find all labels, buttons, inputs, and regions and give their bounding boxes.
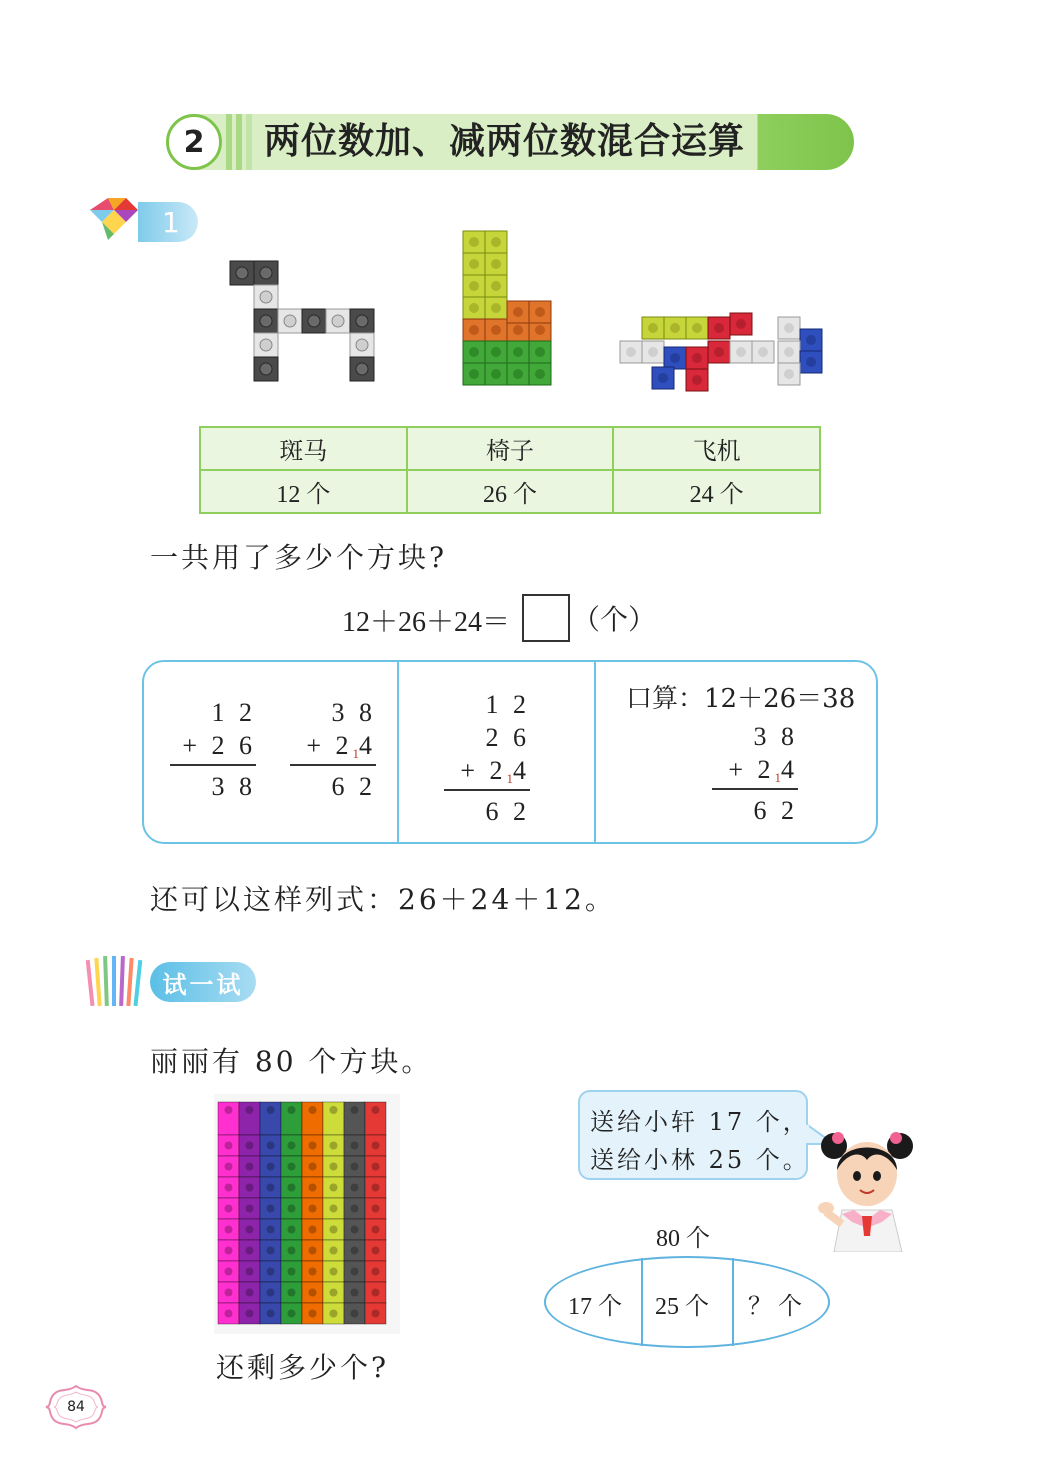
block-stud bbox=[309, 1184, 317, 1192]
block-stud bbox=[225, 1163, 233, 1171]
table-cell-chair-count: 26 个 bbox=[407, 470, 614, 513]
block-stud bbox=[351, 1184, 359, 1192]
airplane-blocks-image bbox=[612, 305, 827, 405]
addend bbox=[290, 729, 376, 762]
sum: 6 2 bbox=[485, 797, 530, 826]
block-stud bbox=[225, 1184, 233, 1192]
block-stud bbox=[267, 1247, 275, 1255]
sum-line bbox=[444, 789, 530, 791]
divider bbox=[594, 662, 596, 842]
ellipse-divider bbox=[732, 1258, 734, 1346]
block-stud bbox=[267, 1106, 275, 1114]
block-stud bbox=[351, 1310, 359, 1318]
block-count-table bbox=[199, 426, 821, 514]
lesson-title: 两位数加、减两位数混合运算 bbox=[264, 121, 746, 162]
block-stud bbox=[246, 1226, 254, 1234]
banner-stripe bbox=[226, 114, 232, 170]
vertical-addition-38-24 bbox=[290, 696, 376, 803]
block-stud bbox=[246, 1106, 254, 1114]
block-stud bbox=[330, 1163, 338, 1171]
block-stud bbox=[309, 1268, 317, 1276]
girl-character-image bbox=[812, 1124, 922, 1252]
block-stud bbox=[288, 1142, 296, 1150]
block-stud bbox=[372, 1289, 380, 1297]
bubble-line-1: 送给小轩 17 个， bbox=[590, 1108, 810, 1136]
block-stud bbox=[330, 1289, 338, 1297]
block-stud bbox=[288, 1310, 296, 1318]
block-stud bbox=[288, 1184, 296, 1192]
block-stud bbox=[330, 1142, 338, 1150]
block-stud bbox=[372, 1163, 380, 1171]
sum-line bbox=[170, 764, 256, 766]
block-stud bbox=[372, 1226, 380, 1234]
sum: 6 2 bbox=[331, 772, 376, 801]
block-stud bbox=[351, 1268, 359, 1276]
block-stud bbox=[330, 1184, 338, 1192]
block-stud bbox=[267, 1205, 275, 1213]
addend: + 2 6 bbox=[182, 731, 256, 760]
block-stud bbox=[309, 1142, 317, 1150]
sum: 3 8 bbox=[211, 772, 256, 801]
diagram-part-1: 17 个 bbox=[568, 1294, 622, 1320]
block-stud bbox=[372, 1247, 380, 1255]
block-stud bbox=[225, 1205, 233, 1213]
block-stud bbox=[309, 1247, 317, 1255]
sum-line bbox=[290, 764, 376, 766]
table-row bbox=[200, 470, 820, 513]
block-stud bbox=[351, 1226, 359, 1234]
block-stud bbox=[351, 1142, 359, 1150]
carry-digit: 1 bbox=[506, 771, 513, 786]
block-stud bbox=[225, 1247, 233, 1255]
block-stud bbox=[309, 1205, 317, 1213]
block-stud bbox=[309, 1163, 317, 1171]
diagram-part-unknown: ？ 个 bbox=[748, 1294, 802, 1320]
equation-unit: （个） bbox=[572, 603, 657, 636]
sum: 6 2 bbox=[753, 796, 798, 825]
block-stud bbox=[267, 1163, 275, 1171]
pencils-icon bbox=[86, 952, 146, 1008]
block-stud bbox=[288, 1226, 296, 1234]
block-stud bbox=[288, 1205, 296, 1213]
divider bbox=[397, 662, 399, 842]
block-stud bbox=[267, 1184, 275, 1192]
addend: 2 6 bbox=[485, 723, 530, 752]
block-stud bbox=[225, 1226, 233, 1234]
block-stud bbox=[288, 1268, 296, 1276]
carry-digit: 1 bbox=[774, 770, 781, 785]
block-stud bbox=[288, 1163, 296, 1171]
answer-box[interactable] bbox=[522, 594, 570, 642]
block-stud bbox=[288, 1247, 296, 1255]
banner-stripe bbox=[246, 114, 252, 170]
block-stud bbox=[246, 1142, 254, 1150]
try-problem-text: 丽丽有 80 个方块。 bbox=[150, 1045, 433, 1078]
block-stud bbox=[351, 1163, 359, 1171]
equation-text: 12＋26＋24＝ bbox=[342, 607, 511, 638]
page-number: 84 bbox=[67, 1399, 85, 1415]
block-stud bbox=[372, 1142, 380, 1150]
bubble-line-2: 送给小林 25 个。 bbox=[590, 1146, 810, 1174]
block-stud bbox=[225, 1268, 233, 1276]
addend-tens: + 2 bbox=[728, 755, 775, 784]
block-stud bbox=[246, 1247, 254, 1255]
sum-line bbox=[712, 788, 798, 790]
diagram-part-2: 25 个 bbox=[655, 1294, 709, 1320]
block-stud bbox=[267, 1289, 275, 1297]
block-stud bbox=[288, 1289, 296, 1297]
block-stud bbox=[309, 1106, 317, 1114]
table-header-airplane: 飞机 bbox=[613, 427, 820, 470]
block-stud bbox=[351, 1106, 359, 1114]
addend-tens: + 2 bbox=[306, 731, 353, 760]
block-stud bbox=[351, 1289, 359, 1297]
block-stud bbox=[330, 1310, 338, 1318]
block-stud bbox=[372, 1106, 380, 1114]
table-header-row bbox=[200, 427, 820, 470]
table-header-chair: 椅子 bbox=[407, 427, 614, 470]
block-stud bbox=[267, 1268, 275, 1276]
block-stud bbox=[372, 1184, 380, 1192]
block-stud bbox=[246, 1310, 254, 1318]
ellipse-divider bbox=[641, 1258, 643, 1346]
addend: 3 8 bbox=[331, 698, 376, 727]
block-stud bbox=[372, 1268, 380, 1276]
block-stud bbox=[309, 1226, 317, 1234]
banner-stripe bbox=[236, 114, 242, 170]
addend-tens: + 2 bbox=[460, 756, 507, 785]
block-stud bbox=[330, 1268, 338, 1276]
block-stud bbox=[225, 1310, 233, 1318]
addend bbox=[444, 754, 530, 787]
try-it-badge: 试一试 bbox=[150, 962, 256, 1002]
question-text: 一共用了多少个方块? bbox=[150, 541, 448, 574]
section-number: 2 bbox=[166, 114, 222, 170]
chair-blocks-image bbox=[455, 225, 565, 405]
block-stud bbox=[372, 1310, 380, 1318]
vertical-addition-three-addends bbox=[444, 688, 530, 828]
block-stud bbox=[225, 1106, 233, 1114]
block-stud bbox=[351, 1205, 359, 1213]
block-stud bbox=[267, 1142, 275, 1150]
addend: 1 2 bbox=[485, 690, 530, 719]
block-stud bbox=[330, 1205, 338, 1213]
block-stud bbox=[330, 1226, 338, 1234]
addend-ones: 4 bbox=[781, 755, 798, 784]
alternative-expression: 还可以这样列式：26＋24＋12。 bbox=[150, 883, 616, 916]
block-stud bbox=[372, 1205, 380, 1213]
vertical-addition-38-24-method3 bbox=[712, 720, 798, 827]
block-stud bbox=[225, 1289, 233, 1297]
addend: 3 8 bbox=[753, 722, 798, 751]
addend-ones: 4 bbox=[513, 756, 530, 785]
block-stud bbox=[330, 1106, 338, 1114]
example-number-badge: 1 bbox=[138, 202, 198, 242]
block-stud bbox=[267, 1226, 275, 1234]
rainbow-blocks-image bbox=[214, 1094, 400, 1334]
tangram-icon bbox=[86, 196, 142, 246]
block-stud bbox=[246, 1268, 254, 1276]
block-stud bbox=[246, 1163, 254, 1171]
block-stud bbox=[225, 1142, 233, 1150]
block-stud bbox=[246, 1289, 254, 1297]
block-stud bbox=[288, 1106, 296, 1114]
block-stud bbox=[351, 1247, 359, 1255]
addend-ones: 4 bbox=[359, 731, 376, 760]
addend: 1 2 bbox=[211, 698, 256, 727]
block-stud bbox=[246, 1205, 254, 1213]
table-cell-airplane-count: 24 个 bbox=[613, 470, 820, 513]
addend bbox=[712, 753, 798, 786]
zebra-blocks-image bbox=[220, 255, 390, 395]
block-stud bbox=[330, 1247, 338, 1255]
block-stud bbox=[267, 1310, 275, 1318]
table-cell-zebra-count: 12 个 bbox=[200, 470, 407, 513]
diagram-total-label: 80 个 bbox=[656, 1226, 710, 1252]
block-stud bbox=[246, 1184, 254, 1192]
table-header-zebra: 斑马 bbox=[200, 427, 407, 470]
vertical-addition-12-26 bbox=[170, 696, 256, 803]
mental-calculation: 口算：12＋26＝38 bbox=[626, 684, 856, 714]
block-stud bbox=[309, 1310, 317, 1318]
block-stud bbox=[309, 1289, 317, 1297]
remaining-question: 还剩多少个? bbox=[216, 1351, 390, 1384]
carry-digit: 1 bbox=[352, 746, 359, 761]
